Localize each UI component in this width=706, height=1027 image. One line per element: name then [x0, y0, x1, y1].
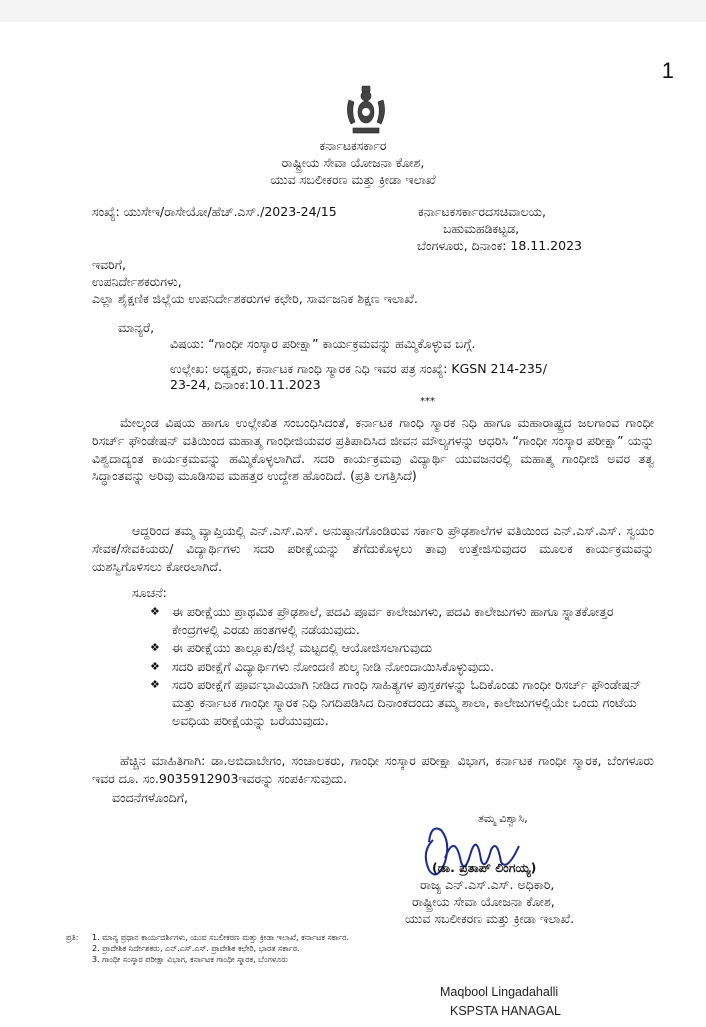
paragraph-1: ಮೇಲ್ಕಂಡ ವಿಷಯ ಹಾಗೂ ಉಲ್ಲೇಖಿತ ಸಂಬಂಧಿಸಿದಂತೆ, ಕರ್ನಾಟಕ ಗಾಂಧಿ ಸ್ಮಾರಕ ನಿಧಿ ಹಾಗೂ ಮಹಾರಾಷ್ಟ್ರದ ಜಲಗಾಂವ ಗಾಂಧೀ ರಿಸರ್ಚ್ ಫೌಂಡೇಷನ್ ವತಿಯಿಂದ ಮಹಾತ್ಮ ಗಾಂಧೀಜಿಯವರ ಪ್ರತಿಪಾದಿಸಿದ ಜೀವನ ಮೌಲ್ಯಗಳನ್ನು ಆಧರಿಸಿ “ಗಾಂಧೀ ಸಂಸ್ಕಾರ ಪರೀಕ್ಷಾ” ಯನ್ನು ವಿಶ್ವದಾದ್ಯಂತ ಕಾರ್ಯಕ್ರಮವನ್ನು ಹಮ್ಮಿಕೊಳ್ಳಲಾಗಿದೆ. ಸದರಿ ಕಾರ್ಯಕ್ರಮವು ವಿದ್ಯಾರ್ಥಿ ಯುವಜನರಲ್ಲಿ ಮಹಾತ್ಮ ಗಾಂಧೀಜಿ ಅವರ ತತ್ವ ಸಿದ್ಧಾಂತವನ್ನು ಅರಿವು ಮೂಡಿಸುವ ಮಹತ್ತರ ಉದ್ದೇಶ ಹೊಂದಿದೆ. (ಪ್ರತಿ ಲಗತ್ತಿಸಿದೆ) [92, 415, 654, 484]
closing: ವಂದನೆಗಳೊಂದಿಗೆ, [112, 790, 188, 805]
top-bar [0, 0, 706, 22]
header-line-3: ಯುವ ಸಬಲೀಕರಣ ಮತ್ತು ಕ್ರೀಡಾ ಇಲಾಖೆ [270, 172, 436, 187]
signatory-title-2: ರಾಷ್ಟ್ರೀಯ ಸೇವಾ ಯೋಜನಾ ಕೋಶ, [412, 894, 555, 909]
paragraph-2: ಆದ್ದರಿಂದ ತಮ್ಮ ವ್ಯಾಪ್ತಿಯಲ್ಲಿ ಎನ್.ಎಸ್.ಎಸ್. ಅನುಷ್ಠಾನಗೊಂಡಿರುವ ಸರ್ಕಾರಿ ಪ್ರೌಢಶಾಲೆಗಳ ವತಿಯಿಂದ ಎನ್.ಎಸ್.ಎಸ್. ಸ್ವಯಂ ಸೇವಕ/ಸೇವಕಿಯರು/ ವಿದ್ಯಾರ್ಥಿಗಳು ಸದರಿ ಪರೀಕ್ಷೆಯನ್ನು ತೆಗೆದುಕೊಳ್ಳಲು ತಾವು ಉತ್ತೇಜಿಸುವುದರ ಮೂಲಕ ಕಾರ್ಯಕ್ರಮವನ್ನು ಯಶಸ್ವಿಗೊಳಿಸಲು ಕೋರಲಾಗಿದೆ. [92, 523, 654, 574]
to-line-3: ಎಲ್ಲಾ ಶೈಕ್ಷಣಿಕ ಜಿಲ್ಲೆಯ ಉಪನಿರ್ದೇಶಕರುಗಳ ಕಛೇರಿ, ಸಾರ್ವಜನಿಕ ಶಿಕ್ಷಣ ಇಲಾಖೆ. [92, 291, 418, 306]
diamond-bullet-icon: ❖ [150, 605, 160, 618]
instruction-item: ❖ ಈ ಪರೀಕ್ಷೆಯು ತಾಲ್ಲೂಕು/ಜಿಲ್ಲೆ ಮಟ್ಟದಲ್ಲಿ ಆಯೋಜಿಸಲಾಗುವುದು [150, 640, 433, 656]
to-line-1: ಇವರಿಗೆ, [92, 257, 126, 272]
footer-name: Maqbool Lingadahalli [440, 985, 559, 999]
diamond-bullet-icon: ❖ [150, 659, 160, 673]
place-line-2: ಬಹುಮಹಡಿಕಟ್ಟಡ, [443, 221, 520, 236]
instruction-item: ❖ ಸದರಿ ಪರೀಕ್ಷೆಗೆ ವಿದ್ಯಾರ್ಥಿಗಳು ನೋಂದಣಿ ಶುಲ್ಕ ನೀಡಿ ನೋಂದಾಯಿಸಿಕೊಳ್ಳುವುದು. [150, 658, 495, 674]
contact-paragraph: ಹೆಚ್ಚಿನ ಮಾಹಿತಿಗಾಗಿ: ಡಾ.ಅಬಿದಾಬೇಗಂ, ಸಂಚಾಲಕರು, ಗಾಂಧೀ ಸಂಸ್ಕಾರ ಪರೀಕ್ಷಾ ವಿಭಾಗ, ಕರ್ನಾಟಕ ಗಾಂಧೀ ಸ್ಮಾರಕ, ಬೆಂಗಳೂರು ಇವರ ದೂ. ಸಂ.9035912903ಇವರನ್ನು ಸಂಪರ್ಕಿಸುವುದು. [92, 753, 654, 786]
footer-org: KSPSTA HANAGAL [450, 1004, 561, 1018]
copy-item: 2. ಪ್ರಾದೇಶಿಕ ನಿರ್ದೇಶಕರು, ಎನ್.ಎಸ್.ಎಸ್. ಪ್ರಾದೇಶಿಕ ಕಛೇರಿ, ಭಾರತ ಸರ್ಕಾರ. [92, 944, 300, 953]
header-line-1: ಕರ್ನಾಟಕಸರ್ಕಾರ [319, 138, 387, 153]
page-number: 1 [661, 58, 674, 83]
signatory-name: (ಡಾ. ಪ್ರತಾಪ್ ಲಿಂಗಯ್ಯ) [432, 860, 537, 875]
salutation: ಮಾನ್ಯರೆ, [118, 320, 155, 335]
copy-to-label: ಪ್ರತಿ: [66, 933, 79, 942]
subject: ವಿಷಯ: “ಗಾಂಧೀ ಸಂಸ್ಕಾರ ಪರೀಕ್ಷಾ” ಕಾರ್ಯಕ್ರಮವನ್ನು ಹಮ್ಮಿಕೊಳ್ಳುವ ಬಗ್ಗೆ. [170, 336, 476, 351]
instructions-list [150, 603, 650, 730]
signatory-title-1: ರಾಜ್ಯ ಎನ್.ಎಸ್.ಎಸ್. ಅಧಿಕಾರಿ, [420, 877, 555, 892]
karnataka-emblem-icon [343, 78, 389, 138]
copy-item: 1. ಮಾನ್ಯ ಪ್ರಧಾನ ಕಾರ್ಯದರ್ಶಿಗಳು, ಯುವ ಸಬಲೀಕರಣ ಮತ್ತು ಕ್ರೀಡಾ ಇಲಾಖೆ, ಕರ್ನಾಟಕ ಸರ್ಕಾರ. [92, 933, 350, 942]
header-line-2: ರಾಷ್ಟ್ರೀಯ ಸೇವಾ ಯೋಜನಾ ಕೋಶ, [281, 155, 425, 170]
place-line-1: ಕರ್ನಾಟಕಸರ್ಕಾರದಸಚಿವಾಲಯ, [418, 204, 547, 219]
instruction-item: ❖ ಈ ಪರೀಕ್ಷೆಯು ಪ್ರಾಥಮಿಕ ಪ್ರೌಢಶಾಲೆ, ಪದವಿ ಪೂರ್ವ ಕಾಲೇಜುಗಳು, ಪದವಿ ಕಾಲೇಜುಗಳು ಹಾಗೂ ಸ್ನಾತಕೋತ್ತರ ಕೇಂದ್ರಗಳಲ್ಲಿ ಎರಡು ಹಂತಗಳಲ್ಲಿ ನಡೆಯುವುದು. [150, 604, 614, 637]
to-line-2: ಉಪನಿರ್ದೇಶಕರುಗಳು, [92, 274, 182, 289]
diamond-bullet-icon: ❖ [150, 678, 160, 692]
diamond-bullet-icon: ❖ [150, 641, 160, 655]
yours-faithfully: ತಮ್ಮ ವಿಶ್ವಾಸಿ, [478, 812, 528, 825]
reference-line-1: ಉಲ್ಲೇಖ: ಅಧ್ಯಕ್ಷರು, ಕರ್ನಾಟಕ ಗಾಂಧಿ ಸ್ಮಾರಕ ನಿಧಿ ಇವರ ಪತ್ರ ಸಂಖ್ಯೆ: KGSN 214-235/ [170, 361, 547, 376]
copy-item: 3. ಗಾಂಧೀ ಸಂಸ್ಕಾರ ಪರೀಕ್ಷಾ ವಿಭಾಗ, ಕರ್ನಾಟಕ ಗಾಂಧೀ ಸ್ಮಾರಕ, ಬೆಂಗಳೂರು [92, 955, 289, 964]
separator: *** [420, 396, 435, 407]
letter-date: ಬೆಂಗಳೂರು, ದಿನಾಂಕ: 18.11.2023 [417, 238, 582, 253]
reference-number: ಸಂಖ್ಯೆ: ಯುಸೇಇ/ರಾಸೇಯೋ/ಹೆಚ್.ಎಸ್./2023-24/15 [92, 204, 337, 219]
signatory-title-3: ಯುವ ಸಬಲೀಕರಣ ಮತ್ತು ಕ್ರೀಡಾ ಇಲಾಖೆ. [405, 911, 575, 926]
reference-line-2: 23-24, ದಿನಾಂಕ:10.11.2023 [170, 377, 321, 392]
instructions-title: ಸೂಚನೆ: [132, 585, 167, 600]
instruction-item: ❖ ಸದರಿ ಪರೀಕ್ಷೆಗೆ ಪೂರ್ವಭಾವಿಯಾಗಿ ನೀಡಿದ ಗಾಂಧಿ ಸಾಹಿತ್ಯಗಳ ಪುಸ್ತಕಗಳನ್ನು ಓದಿಕೊಂಡು ಗಾಂಧೀ ರಿಸರ್ಚ್ ಫೌಂಡೇಷನ್ ಮತ್ತು ಕರ್ನಾಟಕ ಗಾಂಧೀ ಸ್ಮಾರಕ ನಿಧಿ ನಿಗದಿಪಡಿಸಿದ ದಿನಾಂಕದಂದು ತಮ್ಮ ಶಾಲಾ, ಕಾಲೇಜುಗಳಲ್ಲಿಯೇ ಒಂದು ಗಂಟೆಯ ಅವಧಿಯ ಪರೀಕ್ಷೆಯನ್ನು ಬರೆಯುವುದು. [150, 677, 642, 728]
